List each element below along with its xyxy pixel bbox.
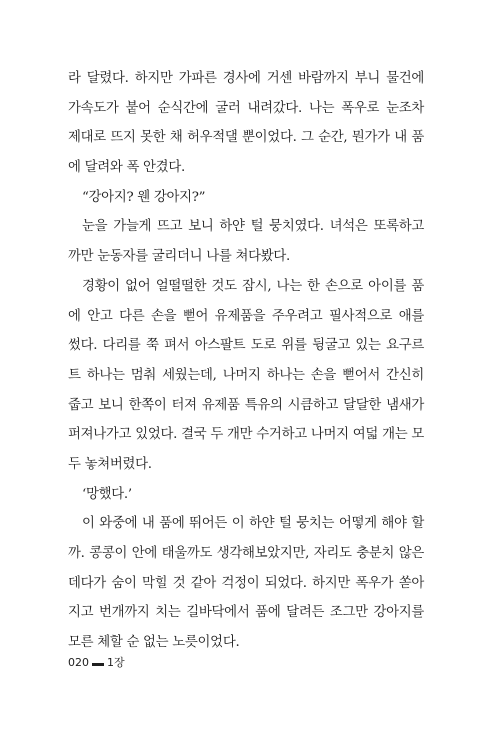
folio-separator: [92, 663, 104, 666]
text-line: 트 하나는 멈춰 세웠는데, 나머지 하나는 손을 뻗어서 간신히: [68, 367, 424, 383]
text-line: 데다가 숨이 막힐 것 같아 걱정이 되었다. 하지만 폭우가 쏟아: [68, 575, 424, 591]
text-line: ‘망했다.’: [82, 486, 132, 502]
text-line: 경황이 없어 얼떨떨한 것도 잠시, 나는 한 손으로 아이를 품: [82, 278, 424, 294]
text-line: 까. 콩콩이 안에 태울까도 생각해보았지만, 자리도 충분치 않은: [68, 546, 424, 561]
text-line: 제대로 뜨지 못한 채 허우적댈 뿐이었다. 그 순간, 뭔가가 내 품: [68, 130, 424, 146]
text-line: “강아지? 웬 강아지?”: [82, 189, 206, 205]
text-line: 눈을 가늘게 뜨고 보니 하얀 털 뭉치였다. 녀석은 또록하고: [82, 219, 424, 235]
chapter-label: 1장: [107, 656, 125, 669]
text-line: 라 달렸다. 하지만 가파른 경사에 거센 바람까지 부니 물건에: [68, 71, 424, 86]
text-line: 두 놓쳐버렸다.: [68, 456, 152, 472]
text-line: 모른 체할 순 없는 노릇이었다.: [68, 635, 240, 651]
text-line: 가속도가 붙어 순식간에 굴러 내려갔다. 나는 폭우로 눈조차: [68, 100, 424, 116]
text-line: 에 달려와 폭 안겼다.: [68, 160, 185, 176]
text-line: 퍼져나가고 있었다. 결국 두 개만 수거하고 나머지 여덟 개는 모: [68, 427, 424, 443]
text-line: 줍고 보니 한쪽이 터져 유제품 특유의 시큼하고 달달한 냄새가: [68, 397, 424, 413]
text-line: 까만 눈동자를 굴리더니 나를 쳐다봤다.: [68, 249, 290, 265]
page-number: 020: [68, 655, 89, 669]
text-line: 이 와중에 내 품에 뛰어든 이 하얀 털 뭉치는 어떻게 해야 할: [82, 516, 424, 532]
page-folio: [68, 654, 125, 670]
body-text: [68, 64, 424, 658]
text-line: 에 안고 다른 손을 뻗어 유제품을 주우려고 필사적으로 애를: [68, 308, 424, 324]
text-line: 지고 번개까지 치는 길바닥에서 품에 달려든 조그만 강아지를: [68, 605, 424, 621]
text-line: 썼다. 다리를 쭉 펴서 아스팔트 도로 위를 뒹굴고 있는 요구르: [68, 338, 424, 354]
